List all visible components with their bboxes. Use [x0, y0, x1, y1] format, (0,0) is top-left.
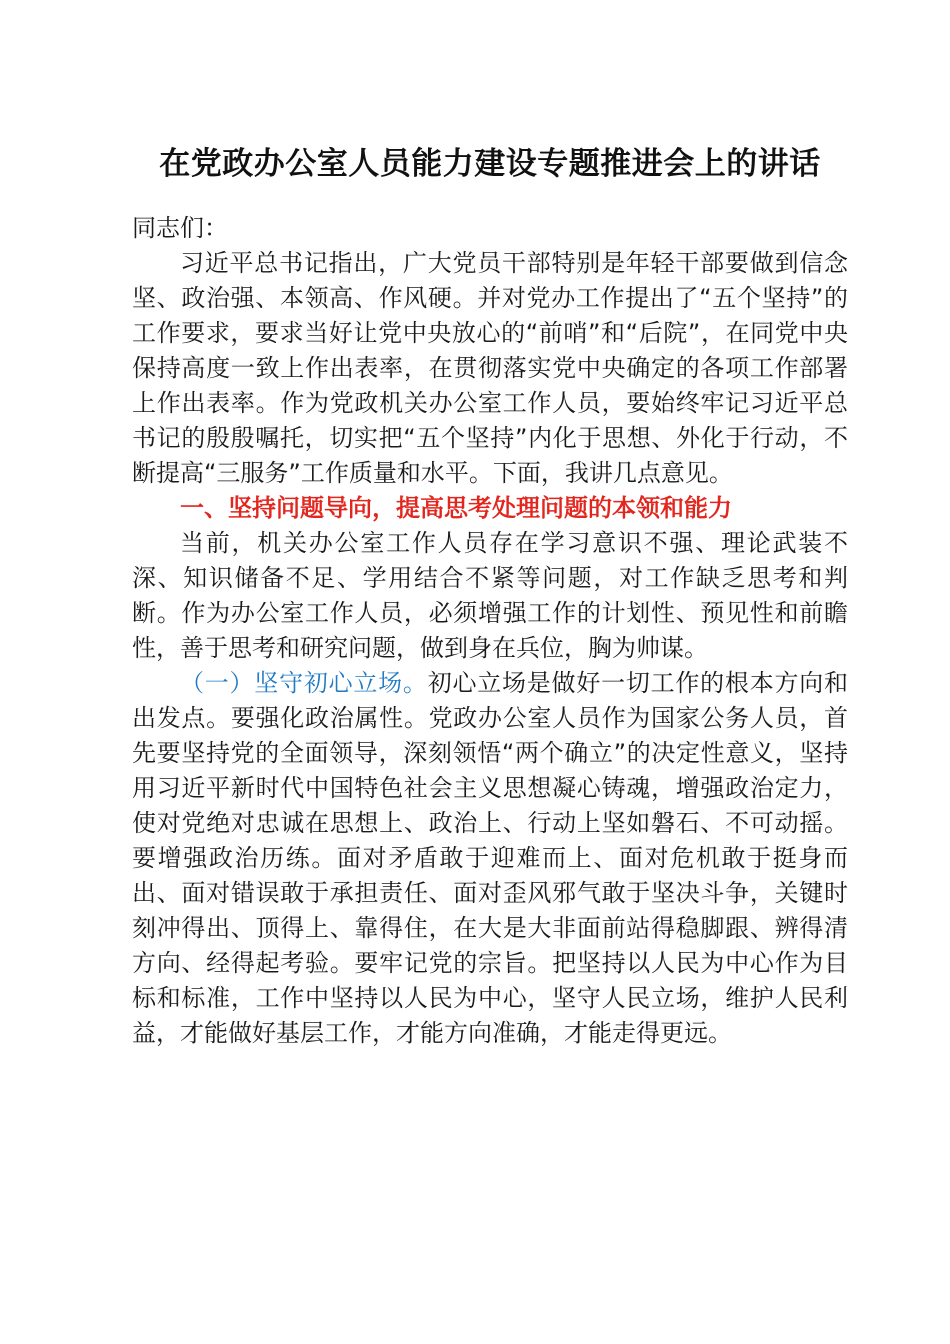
subsection-1-body: 初心立场是做好一切工作的根本方向和出发点。要强化政治属性。党政办公室人员作为国家公务人员，首先要坚持党的全面领导，深刻领悟“两个确立”的决定性意义，坚持用习近平新时代中国特色社会主义思想凝心铸魂，增强政治定力，使对党绝对忠诚在思想上、政治上、行动上坚如磐石、不可动摇。要增强政治历练。面对矛盾敢于迎难而上、面对危机敢于挺身而出、面对错误敢于承担责任、面对歪风邪气敢于坚决斗争，关键时刻冲得出、顶得上、靠得住，在大是大非面前站得稳脚跟、辨得清方向、经得起考验。要牢记党的宗旨。把坚持以人民为中心作为目标和标准，工作中坚持以人民为中心，坚守人民立场，维护人民利益，才能做好基层工作，才能方向准确，才能走得更远。 [132, 669, 849, 1047]
document-title: 在党政办公室人员能力建设专题推进会上的讲话 [159, 146, 821, 182]
section-1-paragraph: 当前，机关办公室工作人员存在学习意识不强、理论武装不深、知识储备不足、学用结合不紧等问题，对工作缺乏思考和判断。作为办公室工作人员，必须增强工作的计划性、预见性和前瞻性，善于思考和研究问题，做到身在兵位，胸为帅谋。 [132, 529, 848, 662]
intro-paragraph: 习近平总书记指出，广大党员干部特别是年轻干部要做到信念坚、政治强、本领高、作风硬。并对党办工作提出了“五个坚持”的工作要求，要求当好让党中央放心的“前哨”和“后院”，在同党中央保持高度一致上作出表率，在贯彻落实党中央确定的各项工作部署上作出表率。作为党政机关办公室工作人员，要始终牢记习近平总书记的殷殷嘱托，切实把“五个坚持”内化于思想、外化于行动，不断提高“三服务”工作质量和水平。下面，我讲几点意见。 [132, 249, 848, 487]
salutation: 同志们： [132, 214, 228, 242]
section-1-heading: 一、坚持问题导向，提高思考处理问题的本领和能力 [180, 494, 732, 522]
subsection-1-paragraph [132, 666, 848, 1051]
subsection-1-heading: （一）坚守初心立场。 [180, 669, 428, 697]
document-page [132, 138, 848, 1051]
